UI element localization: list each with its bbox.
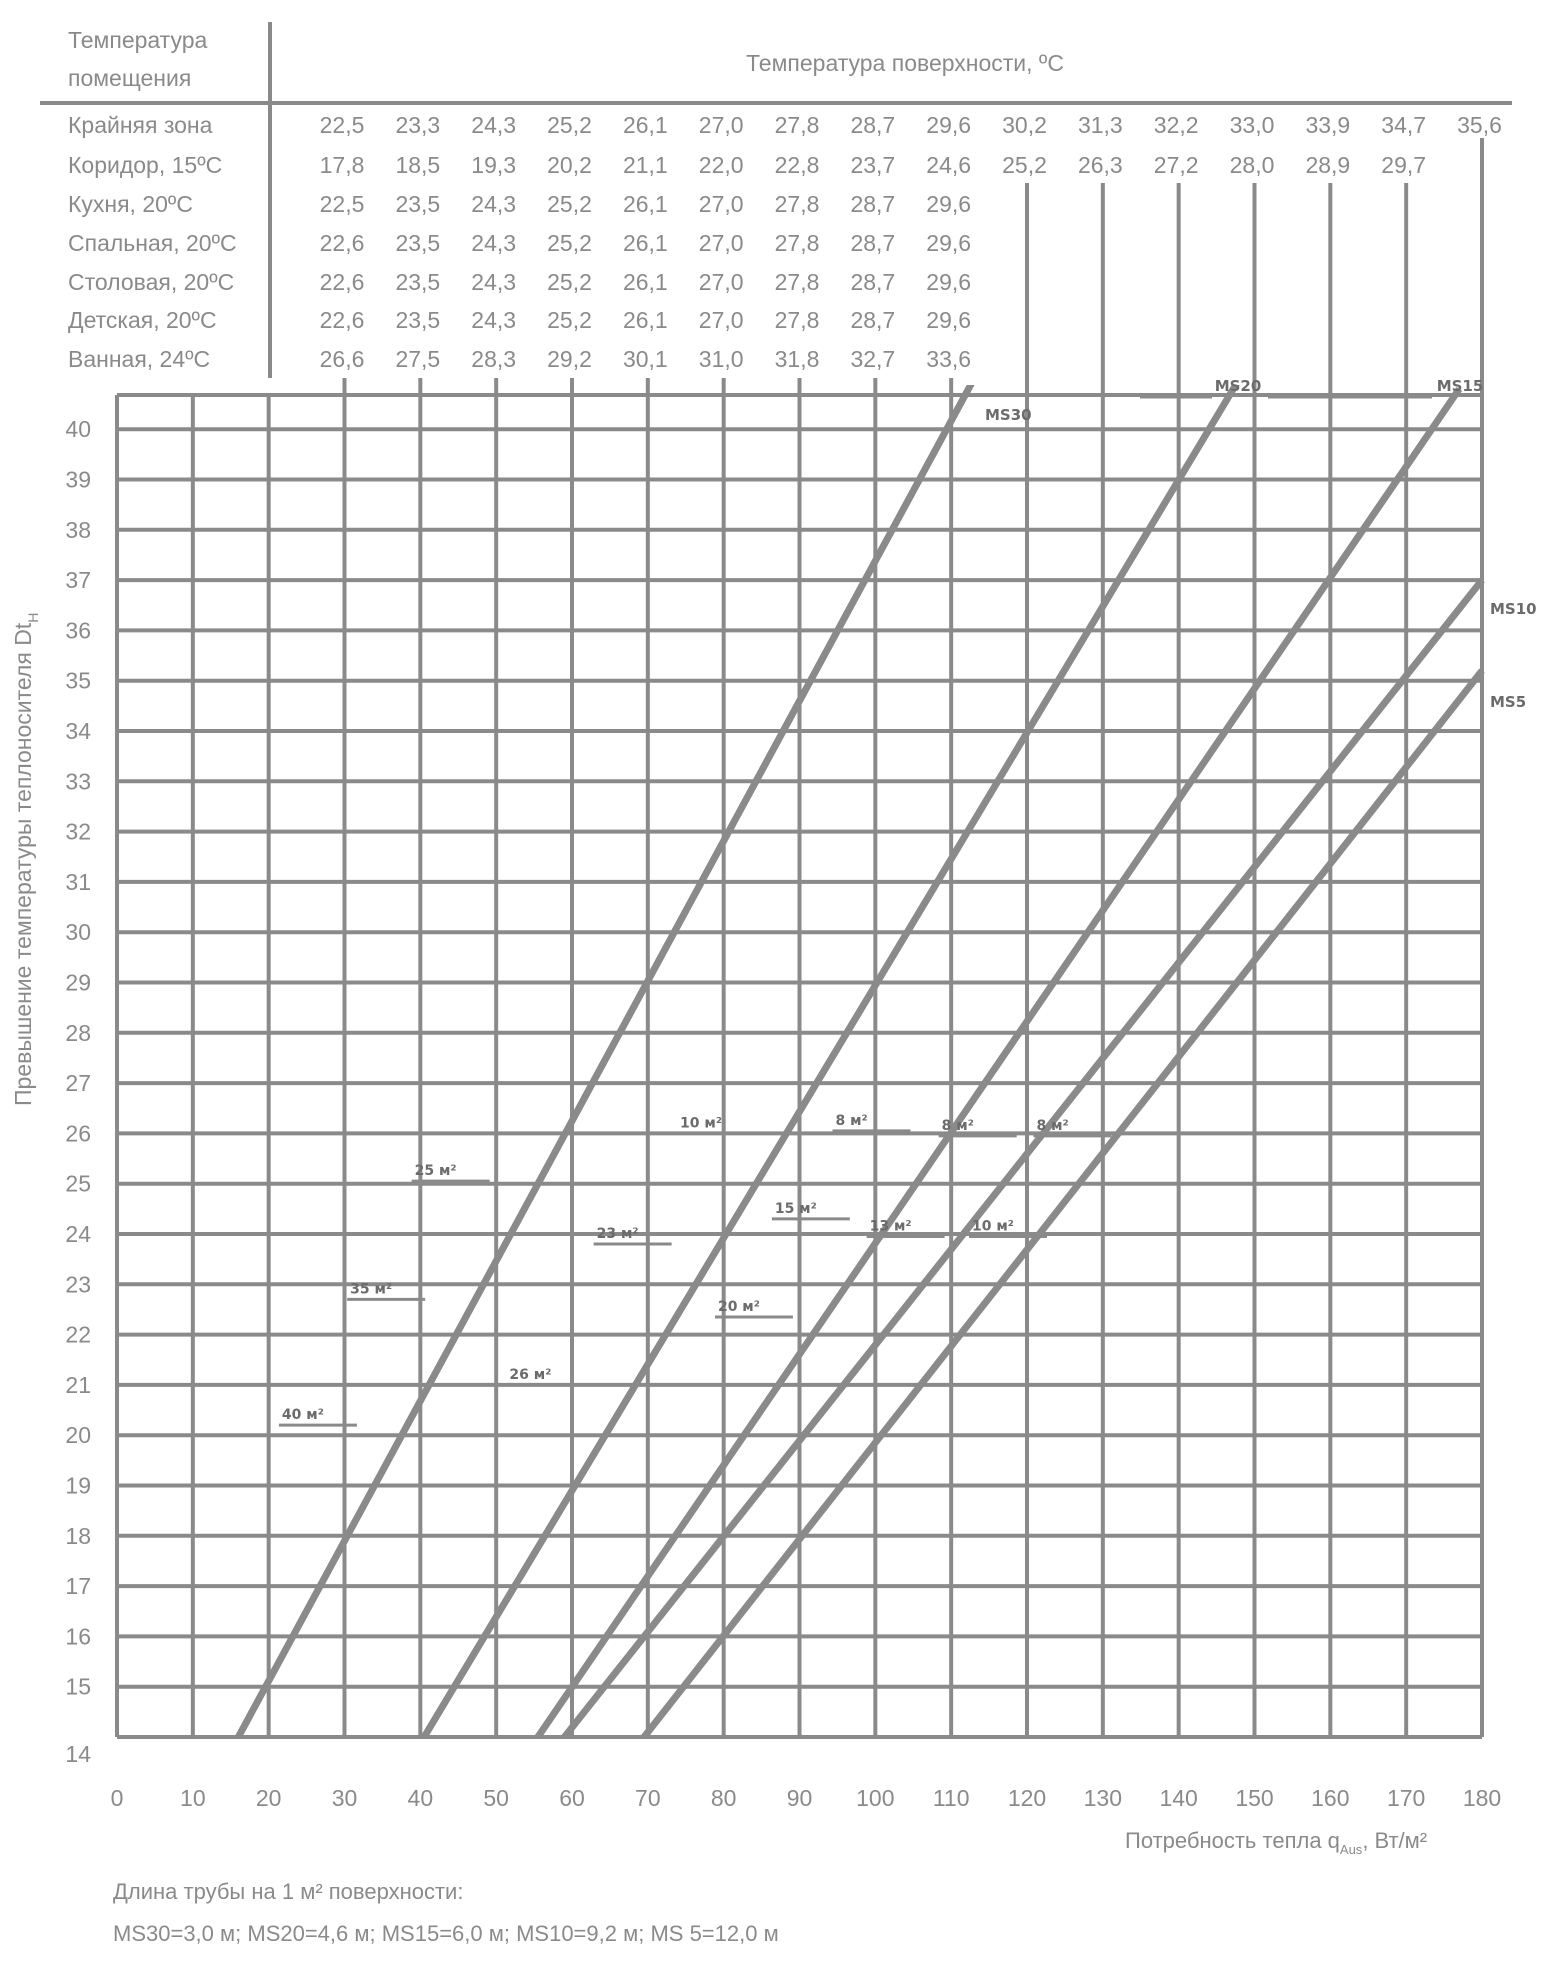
table-cell: 27,0: [698, 269, 744, 295]
table-cell: 25,2: [547, 307, 592, 333]
table-cell: 31,8: [774, 346, 820, 372]
area-annotation: 25 м²: [414, 1163, 457, 1180]
y-axis-title: Превышение температуры теплоносителя $Dt_H$: [10, 612, 41, 1106]
table-cell: 26,1: [622, 307, 668, 333]
table-cell: 22,5: [319, 191, 365, 217]
table-cell: 30,1: [622, 346, 668, 372]
table-cell: 26,1: [622, 230, 668, 256]
area-annotation: 35 м²: [350, 1281, 393, 1298]
series-label: MS20: [1214, 377, 1262, 395]
table-cell: 28,7: [850, 191, 896, 217]
x-tick-label: 0: [110, 1785, 124, 1811]
x-tick-label: 150: [1235, 1785, 1274, 1811]
table-cell: 18,5: [395, 152, 441, 178]
y-tick-label: 30: [65, 919, 91, 946]
y-tick-label: 28: [65, 1019, 91, 1046]
table-cell: 27,8: [774, 307, 820, 333]
table-cell: 28,0: [1229, 152, 1275, 178]
plot-area: [117, 138, 1537, 1737]
table-cell: 27,8: [774, 112, 820, 138]
area-annotation: 23 м²: [596, 1226, 639, 1243]
y-tick-label: 15: [65, 1673, 91, 1700]
y-tick-label: 26: [65, 1120, 91, 1147]
table-cell: 30,2: [1002, 112, 1047, 138]
table-cell: 28,7: [850, 307, 896, 333]
table-cell: 27,8: [774, 230, 820, 256]
area-annotation: 10 м²: [680, 1115, 722, 1132]
x-tick-label: 120: [1007, 1785, 1047, 1811]
series-line: [424, 379, 1239, 1737]
table-cell: 27,8: [774, 269, 820, 295]
table-cell: 29,6: [926, 191, 972, 217]
table-cell: 26,6: [319, 346, 365, 372]
table-cell: 25,2: [1002, 152, 1047, 178]
x-axis-title: Потребность тепла $q_{Aus}$, Вт/м²: [1125, 1828, 1428, 1857]
table-row-label: Ванная, 24ºC: [68, 346, 211, 372]
table-cell: 29,7: [1381, 152, 1427, 178]
table-cell: 27,0: [698, 230, 744, 256]
y-tick-label: 37: [65, 567, 91, 594]
area-annotation: 8 м²: [1036, 1117, 1069, 1134]
table-cell: 22,6: [319, 269, 365, 295]
table-cell: 24,3: [471, 191, 517, 217]
table-cell: 35,6: [1457, 112, 1502, 138]
area-annotation: 8 м²: [941, 1117, 974, 1134]
table-cell: 23,5: [395, 269, 441, 295]
table-cell: 20,2: [547, 152, 592, 178]
table-cell: 22,6: [319, 230, 365, 256]
x-tick-label: 70: [635, 1785, 661, 1811]
table-cell: 27,0: [698, 112, 744, 138]
table-cell: 24,3: [471, 230, 517, 256]
y-tick-label: 18: [65, 1522, 91, 1549]
x-tick-label: 60: [559, 1785, 585, 1811]
x-tick-label: 20: [255, 1785, 282, 1811]
table-cell: 22,5: [319, 112, 365, 138]
y-tick-label: 34: [65, 718, 91, 744]
table-cell: 26,3: [1077, 152, 1123, 178]
y-tick-label: 27: [65, 1070, 91, 1097]
area-annotation: 20 м²: [717, 1298, 760, 1315]
table-cell: 21,1: [622, 152, 668, 178]
x-tick-label: 130: [1083, 1785, 1123, 1811]
x-tick-label: 40: [407, 1785, 434, 1811]
table-cell: 24,3: [471, 112, 517, 138]
y-tick-label: 23: [65, 1271, 91, 1298]
area-annotation: 40 м²: [281, 1407, 324, 1424]
table-row-label: Столовая, 20ºC: [68, 269, 235, 295]
x-tick-label: 30: [331, 1785, 358, 1811]
table-cell: 29,6: [926, 230, 972, 256]
table-cell: 26,1: [622, 112, 668, 138]
table-cell: 23,5: [395, 191, 441, 217]
x-tick-label: 80: [710, 1785, 737, 1811]
table-cell: 22,8: [774, 152, 820, 178]
table-cell: 28,7: [850, 269, 896, 295]
table-cell: 34,7: [1381, 112, 1427, 138]
table-cell: 33,9: [1305, 112, 1351, 138]
y-tick-label: 20: [65, 1422, 91, 1449]
table-row-label: Детская, 20ºC: [68, 307, 217, 333]
x-tick-label: 180: [1462, 1785, 1502, 1811]
area-annotation: 13 м²: [869, 1218, 912, 1235]
table-cell: 33,0: [1229, 112, 1275, 138]
series-line: [238, 379, 974, 1737]
table-cell: 17,8: [319, 152, 365, 178]
x-tick-label: 100: [856, 1785, 895, 1811]
table-cell: 27,0: [698, 307, 744, 333]
room-temperature-title-line2: помещения: [68, 65, 192, 91]
pipe-length-values: MS30=3,0 м; MS20=4,6 м; MS15=6,0 м; MS10=9,2 м; MS 5=12,0 м: [113, 1921, 779, 1946]
x-tick-label: 10: [180, 1785, 206, 1811]
table-cell: 24,6: [926, 152, 972, 178]
surface-temperature-table: [40, 22, 1512, 378]
table-cell: 24,3: [471, 269, 517, 295]
table-cell: 32,7: [850, 346, 896, 372]
table-cell: 31,3: [1077, 112, 1123, 138]
table-cell: 25,2: [547, 230, 592, 256]
y-tick-label: 32: [65, 818, 91, 845]
y-tick-label: 31: [65, 868, 91, 895]
x-tick-label: 140: [1159, 1785, 1198, 1811]
table-cell: 29,6: [926, 112, 972, 138]
y-tick-label: 39: [65, 466, 91, 493]
table-cell: 24,3: [471, 307, 517, 333]
table-cell: 23,5: [395, 230, 441, 256]
x-tick-label: 170: [1386, 1785, 1426, 1811]
table-cell: 23,3: [395, 112, 441, 138]
table-cell: 31,0: [698, 346, 744, 372]
series-group: [238, 379, 1482, 1737]
area-annotation: 15 м²: [774, 1200, 817, 1217]
x-tick-label: 160: [1311, 1785, 1350, 1811]
table-cell: 28,9: [1305, 152, 1351, 178]
y-tick-label: 38: [65, 516, 91, 543]
table-row-label: Коридор, 15ºC: [68, 152, 223, 178]
table-cell: 27,0: [698, 191, 744, 217]
table-cell: 26,1: [622, 191, 668, 217]
table-cell: 29,6: [926, 269, 972, 295]
x-tick-label: 110: [932, 1785, 970, 1811]
table-cell: 23,7: [850, 152, 896, 178]
table-row-label: Кухня, 20ºC: [68, 191, 193, 217]
table-cell: 25,2: [547, 112, 592, 138]
table-cell: 22,0: [698, 152, 744, 178]
y-tick-label: 25: [65, 1170, 91, 1197]
table-cell: 28,3: [471, 346, 517, 372]
y-tick-label: 40: [65, 416, 91, 443]
table-cell: 33,6: [926, 346, 972, 372]
table-cell: 28,7: [850, 230, 896, 256]
y-tick-label: 35: [65, 667, 91, 694]
table-cell: 28,7: [850, 112, 896, 138]
y-tick-label: 21: [65, 1371, 91, 1398]
table-row-label: Крайняя зона: [68, 112, 213, 138]
table-cell: 27,8: [774, 191, 820, 217]
series-label: MS30: [985, 406, 1032, 424]
table-cell: 27,5: [395, 346, 441, 372]
y-tick-label: 19: [65, 1472, 91, 1499]
series-label: MS10: [1490, 600, 1537, 618]
surface-temperature-title: Температура поверхности, ºC: [746, 50, 1064, 76]
y-tick-label: 36: [65, 617, 91, 644]
pipe-length-title: Длина трубы на 1 м² поверхности:: [113, 1879, 464, 1904]
area-annotation: 26 м²: [509, 1366, 552, 1383]
series-label: MS15: [1436, 377, 1484, 395]
y-tick-label: 33: [65, 768, 91, 795]
table-cell: 29,2: [547, 346, 592, 372]
series-line: [564, 580, 1482, 1737]
table-cell: 29,6: [926, 307, 972, 333]
series-label: MS5: [1490, 693, 1527, 711]
y-tick-label: 29: [65, 969, 91, 996]
y-tick-label: 16: [65, 1623, 91, 1650]
y-tick-label: 22: [65, 1321, 91, 1348]
table-cell: 26,1: [622, 269, 668, 295]
table-cell: 25,2: [547, 269, 592, 295]
table-cell: 32,2: [1153, 112, 1199, 138]
table-cell: 25,2: [547, 191, 592, 217]
table-cell: 23,5: [395, 307, 441, 333]
table-row-label: Спальная, 20ºC: [68, 230, 237, 256]
y-tick-label: 17: [65, 1573, 91, 1600]
table-cell: 19,3: [471, 152, 517, 178]
room-temperature-title: Температура: [68, 27, 208, 53]
area-annotation: 8 м²: [835, 1112, 868, 1129]
table-cell: 22,6: [319, 307, 365, 333]
y-tick-label: 14: [65, 1741, 91, 1767]
x-tick-label: 50: [483, 1785, 509, 1811]
table-cell: 27,2: [1153, 152, 1199, 178]
y-tick-label: 24: [65, 1221, 91, 1247]
area-annotation: 10 м²: [972, 1218, 1014, 1235]
x-tick-label: 90: [786, 1785, 813, 1811]
